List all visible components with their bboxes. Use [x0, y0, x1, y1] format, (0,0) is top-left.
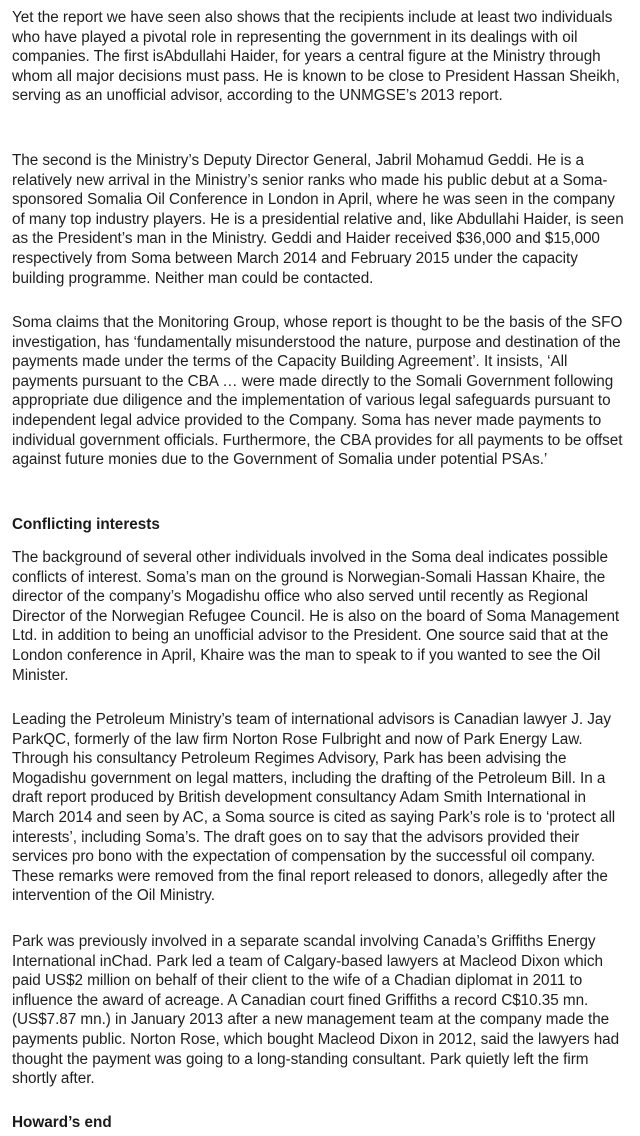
paragraph-soma-claims: Soma claims that the Monitoring Group, whose report is thought to be the basis of the SFO investigation, has ‘fundamentally misunderstood the nature, purpose and destination of the payments made under the terms of the Capacity Building Agreement’. It insists, ‘All payments pursuant to the CBA … were made directly to the Somali Government following appropriate due diligence and the implementation of various legal safeguards pursuant to independent legal advice provided to the Company. Soma has never made payments to individual government officials. Furthermore, the CBA provides for all payments to be offset against future monies due to the Government of Somalia under potential PSAs.’	[12, 314, 623, 469]
paragraph-background: The background of several other individuals involved in the Soma deal indicates possible conflicts of interest. Soma’s man on the ground is Norwegian-Somali Hassan Khaire, the director of the company’s Mogadishu office who also served until recently as Regional Director of the Norwegian Refugee Council. He is also on the board of Soma Management Ltd. in addition to being an unofficial advisor to the President. One source said that at the London conference in April, Khaire was the man to speak to if you wanted to see the Oil Minister.	[12, 549, 620, 684]
section-heading-conflicting-interests: Conflicting interests	[12, 516, 160, 533]
paragraph-park-scandal: Park was previously involved in a separate scandal involving Canada’s Griffiths Energy International inChad. Park led a team of Calgary-based lawyers at Macleod Dixon which paid US$2 million on behalf of their client to the wife of a Chadian diplomat in 2011 to influence the award of acreage. A Canadian court fined Griffiths a record C$10.35 mn. (US$7.87 mn.) in January 2013 after a new management team at the company made the payments public. Norton Rose, which bought Macleod Dixon in 2012, said the lawyers had thought the payment was going to a long-standing consultant. Park quietly left the firm shortly after.	[12, 933, 620, 1088]
paragraph-recipients: Yet the report we have seen also shows that the recipients include at least two individuals who have played a pivotal role in representing the government in its dealings with oil companies. The first isAbdullahi Haider, for years a central figure at the Ministry through whom all major decisions must pass. He is known to be close to President Hassan Sheikh, serving as an unofficial advisor, according to the UNMGSE’s 2013 report.	[12, 9, 620, 105]
paragraph-petroleum-advisors: Leading the Petroleum Ministry’s team of international advisors is Canadian lawyer J. Jay ParkQC, formerly of the law firm Norton Rose Fulbright and now of Park Energy Law. Through his consultancy Petroleum Regimes Advisory, Park has been advising the Mogadishu government on legal matters, including the drafting of the Petroleum Bill. In a draft report produced by British development consultancy Adam Smith International in March 2014 and seen by AC, a Soma source is cited as saying Park’s role is to ‘protect all interests’, including Soma’s. The draft goes on to say that the advisors provided their services pro bono with the expectation of compensation by the successful oil company. These remarks were removed from the final report released to donors, allegedly after the intervention of the Oil Ministry.	[12, 711, 616, 905]
section-heading-howards-end: Howard’s end	[12, 1114, 112, 1131]
paragraph-deputy-director: The second is the Ministry’s Deputy Director General, Jabril Mohamud Geddi. He is a relatively new arrival in the Ministry’s senior ranks who made his public debut at a Soma-sponsored Somalia Oil Conference in London in April, where he was seen in the company of many top industry players. He is a presidential relative and, like Abdullahi Haider, is seen as the President’s man in the Ministry. Geddi and Haider received $36,000 and $15,000 respectively from Soma between March 2014 and February 2015 under the capacity building programme. Neither man could be contacted.	[12, 152, 624, 287]
